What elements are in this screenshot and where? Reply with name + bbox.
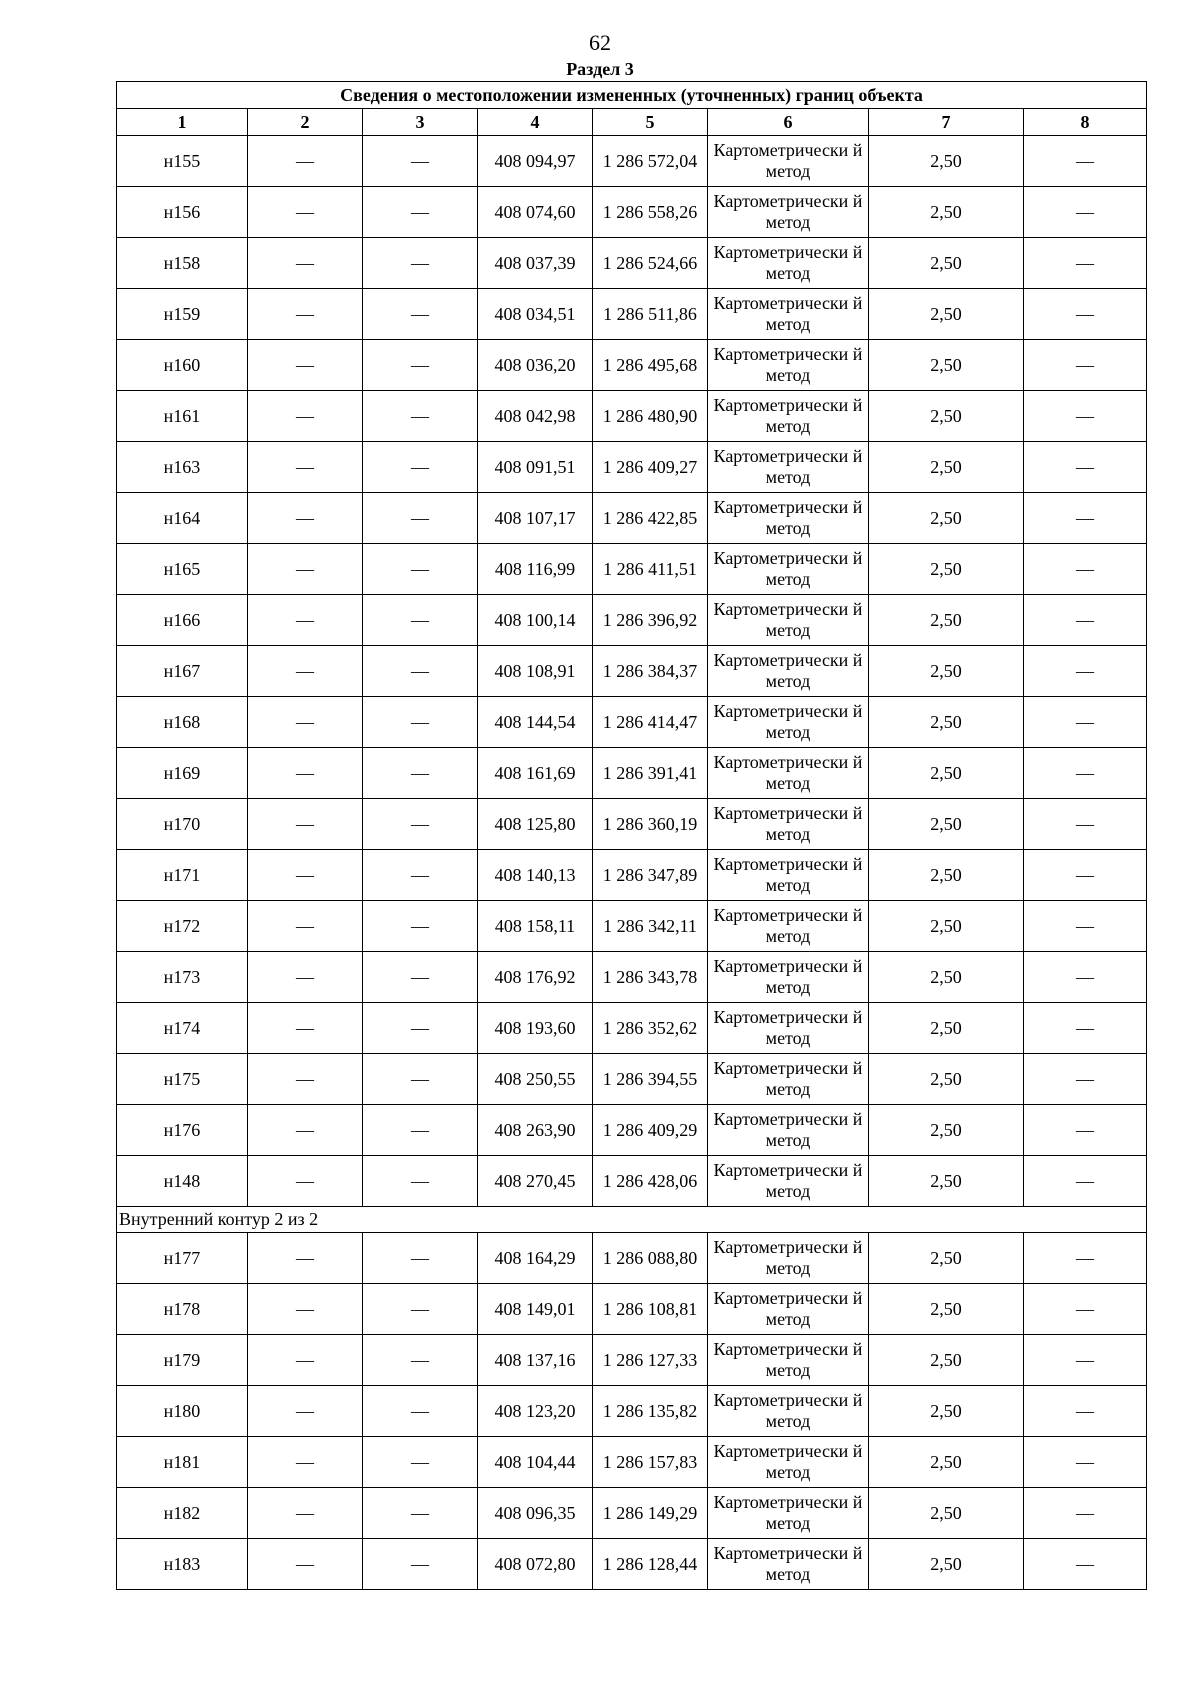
cell-3: — [363,748,478,799]
cell-8: — [1024,748,1147,799]
cell-2: — [248,1488,363,1539]
cell-8: — [1024,697,1147,748]
accuracy: 2,50 [869,1488,1024,1539]
cell-8: — [1024,799,1147,850]
method: Картометрически й метод [708,340,869,391]
point-name: н169 [117,748,248,799]
table-row [117,1539,1147,1590]
table-row [117,1386,1147,1437]
accuracy: 2,50 [869,1105,1024,1156]
cell-3: — [363,901,478,952]
coordinate-x: 408 144,54 [478,697,593,748]
cell-3: — [363,850,478,901]
point-name: н182 [117,1488,248,1539]
cell-2: — [248,442,363,493]
coordinate-y: 1 286 411,51 [593,544,708,595]
coordinate-y: 1 286 347,89 [593,850,708,901]
contour-label-row [117,1207,1147,1233]
method: Картометрически й метод [708,1437,869,1488]
table-row [117,799,1147,850]
coordinate-x: 408 100,14 [478,595,593,646]
cell-2: — [248,289,363,340]
point-name: н172 [117,901,248,952]
cell-3: — [363,340,478,391]
coordinate-y: 1 286 135,82 [593,1386,708,1437]
cell-8: — [1024,136,1147,187]
point-name: н155 [117,136,248,187]
coordinate-x: 408 164,29 [478,1233,593,1284]
table-row [117,340,1147,391]
coordinate-y: 1 286 127,33 [593,1335,708,1386]
accuracy: 2,50 [869,136,1024,187]
cell-3: — [363,1105,478,1156]
coordinate-x: 408 123,20 [478,1386,593,1437]
cell-3: — [363,1488,478,1539]
coordinate-y: 1 286 572,04 [593,136,708,187]
method: Картометрически й метод [708,697,869,748]
point-name: н175 [117,1054,248,1105]
cell-2: — [248,1233,363,1284]
cell-8: — [1024,1054,1147,1105]
coordinate-x: 408 094,97 [478,136,593,187]
cell-8: — [1024,595,1147,646]
accuracy: 2,50 [869,1156,1024,1207]
column-header: 8 [1024,109,1147,136]
point-name: н161 [117,391,248,442]
cell-3: — [363,289,478,340]
cell-8: — [1024,1284,1147,1335]
method: Картометрически й метод [708,595,869,646]
section-title: Раздел 3 [566,59,634,79]
coordinate-x: 408 263,90 [478,1105,593,1156]
cell-2: — [248,187,363,238]
accuracy: 2,50 [869,901,1024,952]
accuracy: 2,50 [869,1437,1024,1488]
table-caption: Сведения о местоположении измененных (уточненных) границ объекта [117,82,1147,109]
cell-8: — [1024,1105,1147,1156]
coordinate-x: 408 042,98 [478,391,593,442]
table-row [117,1233,1147,1284]
coordinate-y: 1 286 414,47 [593,697,708,748]
method: Картометрически й метод [708,1488,869,1539]
accuracy: 2,50 [869,1386,1024,1437]
method: Картометрически й метод [708,1003,869,1054]
cell-2: — [248,1386,363,1437]
cell-8: — [1024,1003,1147,1054]
cell-2: — [248,901,363,952]
coordinate-y: 1 286 352,62 [593,1003,708,1054]
cell-8: — [1024,1335,1147,1386]
method: Картометрически й метод [708,136,869,187]
cell-3: — [363,646,478,697]
coordinate-y: 1 286 428,06 [593,1156,708,1207]
cell-8: — [1024,544,1147,595]
cell-2: — [248,799,363,850]
coordinate-y: 1 286 342,11 [593,901,708,952]
method: Картометрически й метод [708,442,869,493]
cell-2: — [248,1105,363,1156]
method: Картометрически й метод [708,799,869,850]
table-row [117,646,1147,697]
table-row [117,238,1147,289]
cell-2: — [248,1437,363,1488]
coordinate-x: 408 037,39 [478,238,593,289]
table-row [117,1156,1147,1207]
cell-8: — [1024,340,1147,391]
coordinate-y: 1 286 558,26 [593,187,708,238]
column-header: 6 [708,109,869,136]
cell-2: — [248,238,363,289]
table-row [117,1437,1147,1488]
coordinate-y: 1 286 409,29 [593,1105,708,1156]
method: Картометрически й метод [708,646,869,697]
cell-8: — [1024,952,1147,1003]
cell-3: — [363,1437,478,1488]
cell-3: — [363,952,478,1003]
coordinate-y: 1 286 396,92 [593,595,708,646]
cell-3: — [363,136,478,187]
accuracy: 2,50 [869,289,1024,340]
coordinate-x: 408 096,35 [478,1488,593,1539]
cell-8: — [1024,391,1147,442]
cell-8: — [1024,1437,1147,1488]
table-row [117,697,1147,748]
cell-3: — [363,391,478,442]
coordinate-x: 408 270,45 [478,1156,593,1207]
cell-8: — [1024,289,1147,340]
point-name: н174 [117,1003,248,1054]
coordinate-x: 408 072,80 [478,1539,593,1590]
method: Картометрически й метод [708,748,869,799]
cell-2: — [248,646,363,697]
point-name: н179 [117,1335,248,1386]
point-name: н148 [117,1156,248,1207]
method: Картометрически й метод [708,1054,869,1105]
coordinate-x: 408 108,91 [478,646,593,697]
coordinate-x: 408 250,55 [478,1054,593,1105]
point-name: н176 [117,1105,248,1156]
accuracy: 2,50 [869,952,1024,1003]
coordinate-y: 1 286 108,81 [593,1284,708,1335]
coordinate-x: 408 034,51 [478,289,593,340]
method: Картометрически й метод [708,1156,869,1207]
point-name: н177 [117,1233,248,1284]
cell-2: — [248,697,363,748]
accuracy: 2,50 [869,850,1024,901]
table-row [117,1488,1147,1539]
accuracy: 2,50 [869,544,1024,595]
coordinate-y: 1 286 422,85 [593,493,708,544]
column-header: 3 [363,109,478,136]
coordinate-x: 408 137,16 [478,1335,593,1386]
accuracy: 2,50 [869,748,1024,799]
method: Картометрически й метод [708,187,869,238]
point-name: н163 [117,442,248,493]
table-row [117,1003,1147,1054]
point-name: н166 [117,595,248,646]
cell-2: — [248,391,363,442]
table-row [117,901,1147,952]
point-name: н158 [117,238,248,289]
accuracy: 2,50 [869,442,1024,493]
coordinate-x: 408 107,17 [478,493,593,544]
table-row [117,442,1147,493]
cell-2: — [248,493,363,544]
coordinate-y: 1 286 088,80 [593,1233,708,1284]
accuracy: 2,50 [869,697,1024,748]
coordinate-y: 1 286 480,90 [593,391,708,442]
cell-8: — [1024,238,1147,289]
cell-8: — [1024,1539,1147,1590]
table-row [117,493,1147,544]
table-body [117,136,1147,1590]
table-row [117,544,1147,595]
accuracy: 2,50 [869,799,1024,850]
point-name: н171 [117,850,248,901]
coordinate-y: 1 286 360,19 [593,799,708,850]
table-row [117,391,1147,442]
cell-3: — [363,1539,478,1590]
column-header: 1 [117,109,248,136]
method: Картометрически й метод [708,391,869,442]
table-row [117,748,1147,799]
coordinate-x: 408 149,01 [478,1284,593,1335]
accuracy: 2,50 [869,1003,1024,1054]
coordinate-x: 408 193,60 [478,1003,593,1054]
method: Картометрически й метод [708,493,869,544]
coordinate-y: 1 286 409,27 [593,442,708,493]
cell-3: — [363,1233,478,1284]
method: Картометрически й метод [708,238,869,289]
cell-2: — [248,544,363,595]
point-name: н165 [117,544,248,595]
point-name: н181 [117,1437,248,1488]
method: Картометрически й метод [708,1105,869,1156]
method: Картометрически й метод [708,1335,869,1386]
coordinate-x: 408 116,99 [478,544,593,595]
accuracy: 2,50 [869,1539,1024,1590]
cell-8: — [1024,1386,1147,1437]
coordinate-y: 1 286 343,78 [593,952,708,1003]
cell-8: — [1024,1488,1147,1539]
cell-3: — [363,697,478,748]
coordinate-y: 1 286 495,68 [593,340,708,391]
point-name: н170 [117,799,248,850]
coordinate-x: 408 104,44 [478,1437,593,1488]
coordinate-x: 408 074,60 [478,187,593,238]
table-row [117,136,1147,187]
cell-2: — [248,1284,363,1335]
method: Картометрически й метод [708,1386,869,1437]
accuracy: 2,50 [869,646,1024,697]
point-name: н159 [117,289,248,340]
coordinate-y: 1 286 384,37 [593,646,708,697]
coordinate-x: 408 091,51 [478,442,593,493]
cell-3: — [363,187,478,238]
coordinate-y: 1 286 391,41 [593,748,708,799]
cell-2: — [248,136,363,187]
coordinate-y: 1 286 511,86 [593,289,708,340]
table-row [117,187,1147,238]
coordinates-table [116,81,1147,1590]
cell-8: — [1024,493,1147,544]
column-header: 5 [593,109,708,136]
contour-label: Внутренний контур 2 из 2 [117,1207,1147,1233]
cell-8: — [1024,442,1147,493]
table-row [117,1054,1147,1105]
coordinate-y: 1 286 524,66 [593,238,708,289]
method: Картометрически й метод [708,1539,869,1590]
cell-2: — [248,748,363,799]
column-header: 7 [869,109,1024,136]
accuracy: 2,50 [869,1054,1024,1105]
cell-3: — [363,1156,478,1207]
column-header: 4 [478,109,593,136]
cell-3: — [363,1284,478,1335]
point-name: н183 [117,1539,248,1590]
cell-2: — [248,1156,363,1207]
table-row [117,289,1147,340]
point-name: н168 [117,697,248,748]
cell-2: — [248,595,363,646]
table-row [117,1284,1147,1335]
coordinate-x: 408 036,20 [478,340,593,391]
accuracy: 2,50 [869,1284,1024,1335]
coordinate-x: 408 158,11 [478,901,593,952]
column-header-row [117,109,1147,136]
method: Картометрически й метод [708,289,869,340]
coordinate-x: 408 161,69 [478,748,593,799]
cell-2: — [248,1335,363,1386]
cell-3: — [363,442,478,493]
point-name: н160 [117,340,248,391]
coordinate-x: 408 140,13 [478,850,593,901]
table-row [117,850,1147,901]
method: Картометрически й метод [708,1284,869,1335]
cell-3: — [363,1335,478,1386]
cell-8: — [1024,1156,1147,1207]
cell-3: — [363,799,478,850]
cell-3: — [363,238,478,289]
method: Картометрически й метод [708,544,869,595]
cell-2: — [248,1003,363,1054]
cell-2: — [248,340,363,391]
accuracy: 2,50 [869,595,1024,646]
method: Картометрически й метод [708,901,869,952]
accuracy: 2,50 [869,391,1024,442]
cell-8: — [1024,187,1147,238]
table-row [117,1105,1147,1156]
cell-8: — [1024,646,1147,697]
cell-2: — [248,1539,363,1590]
cell-2: — [248,952,363,1003]
cell-3: — [363,1054,478,1105]
coordinate-y: 1 286 149,29 [593,1488,708,1539]
coordinate-x: 408 125,80 [478,799,593,850]
point-name: н167 [117,646,248,697]
coordinate-y: 1 286 394,55 [593,1054,708,1105]
cell-3: — [363,544,478,595]
accuracy: 2,50 [869,238,1024,289]
cell-2: — [248,1054,363,1105]
cell-3: — [363,1386,478,1437]
cell-8: — [1024,1233,1147,1284]
coordinate-x: 408 176,92 [478,952,593,1003]
cell-2: — [248,850,363,901]
page-number: 62 [589,30,611,55]
point-name: н180 [117,1386,248,1437]
cell-8: — [1024,901,1147,952]
accuracy: 2,50 [869,1233,1024,1284]
method: Картометрически й метод [708,952,869,1003]
table-row [117,1335,1147,1386]
point-name: н178 [117,1284,248,1335]
table-row [117,595,1147,646]
coordinate-y: 1 286 157,83 [593,1437,708,1488]
cell-3: — [363,595,478,646]
cell-8: — [1024,850,1147,901]
accuracy: 2,50 [869,493,1024,544]
accuracy: 2,50 [869,187,1024,238]
cell-3: — [363,493,478,544]
table-row [117,952,1147,1003]
method: Картометрически й метод [708,1233,869,1284]
method: Картометрически й метод [708,850,869,901]
point-name: н156 [117,187,248,238]
accuracy: 2,50 [869,1335,1024,1386]
accuracy: 2,50 [869,340,1024,391]
cell-3: — [363,1003,478,1054]
point-name: н173 [117,952,248,1003]
point-name: н164 [117,493,248,544]
column-header: 2 [248,109,363,136]
coordinate-y: 1 286 128,44 [593,1539,708,1590]
